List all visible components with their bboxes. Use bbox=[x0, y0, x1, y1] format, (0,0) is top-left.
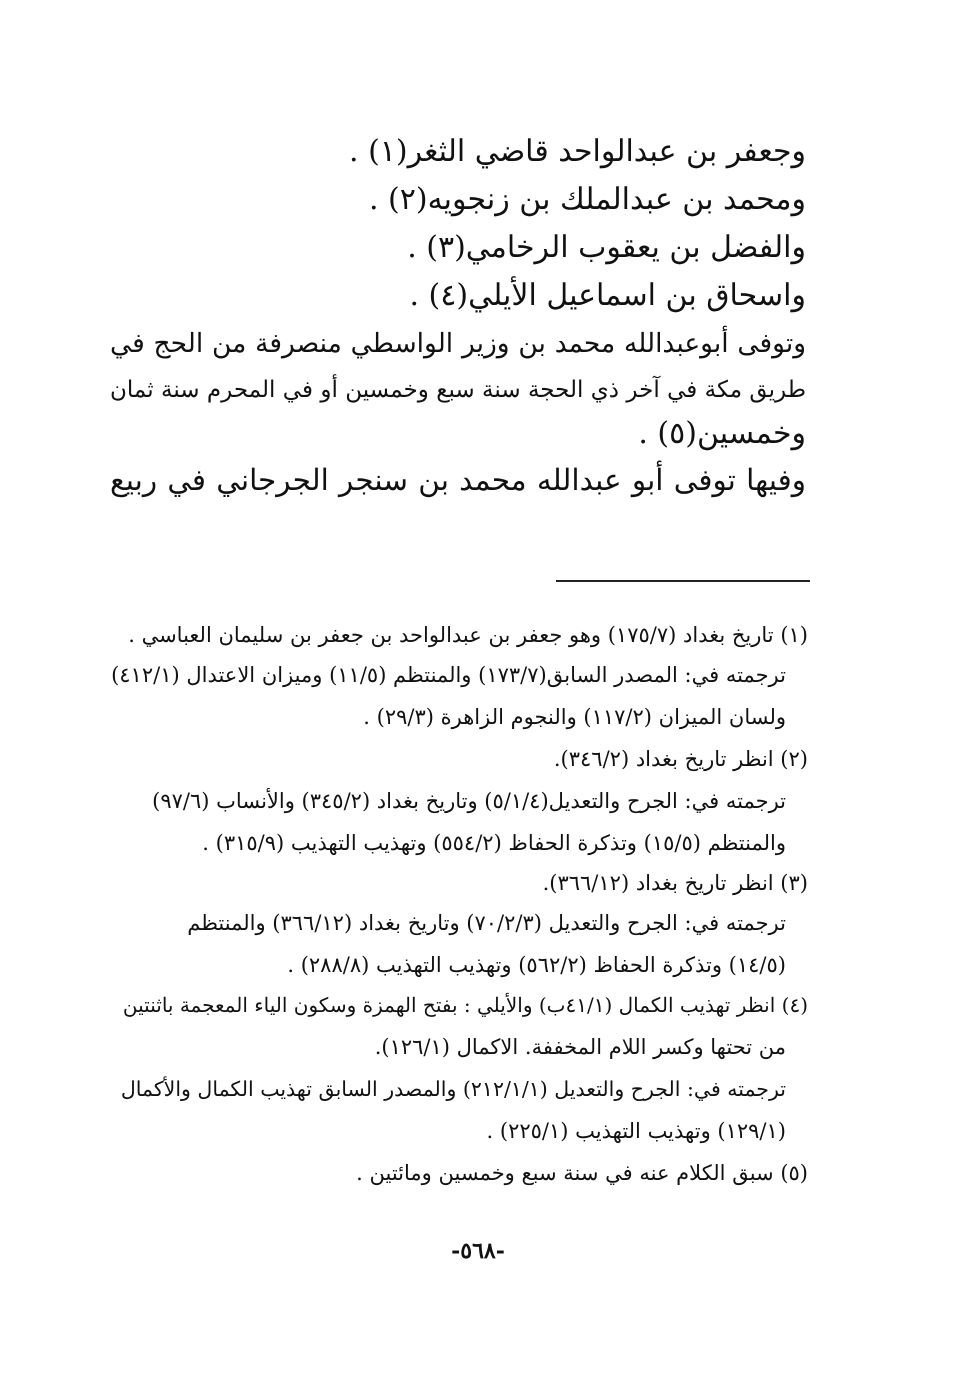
main-text-line: وتوفى أبوعبدالله محمد بن وزير الواسطي منصرفة من الحج في bbox=[110, 328, 806, 359]
footnote-line: والمنتظم (١٥/٥) وتذكرة الحفاظ (٥٥٤/٢) وتهذيب التهذيب (٣١٥/٩) . bbox=[202, 831, 786, 855]
main-text-line: وفيها توفى أبو عبدالله محمد بن سنجر الجرجاني في ربيع bbox=[110, 463, 806, 497]
footnote-line: ولسان الميزان (١١٧/٢) والنجوم الزاهرة (٢٩/٣) . bbox=[363, 705, 786, 729]
footnote-line: ترجمته في: المصدر السابق(١٧٣/٧) والمنتظم (١١/٥) وميزان الاعتدال (٤١٢/١) bbox=[111, 663, 786, 687]
footnote-line: (١٢٩/١) وتهذيب التهذيب (٢٢٥/١) . bbox=[486, 1119, 786, 1143]
footnote-line: (٥) سبق الكلام عنه في سنة سبع وخمسين ومائتين . bbox=[356, 1161, 808, 1185]
footnote-line: (٢) انظر تاريخ بغداد (٣٤٦/٢). bbox=[553, 747, 808, 771]
footnote-line: من تحتها وكسر اللام المخففة. الاكمال (١٢٦/١). bbox=[374, 1035, 786, 1059]
main-text-line: واسحاق بن اسماعيل الأيلي(٤) . bbox=[409, 278, 806, 313]
page-number: -٥٦٨- bbox=[451, 1238, 505, 1264]
footnote-line: ترجمته في: الجرح والتعديل (٢١٢/١/١) والمصدر السابق تهذيب الكمال والأكمال bbox=[120, 1077, 786, 1101]
footnote-line: ترجمته في: الجرح والتعديل(٥/١/٤) وتاريخ بغداد (٣٤٥/٢) والأنساب (٩٧/٦) bbox=[152, 789, 786, 813]
main-text-line: طريق مكة في آخر ذي الحجة سنة سبع وخمسين أو في المحرم سنة ثمان bbox=[110, 377, 806, 403]
main-text-line: والفضل بن يعقوب الرخامي(٣) . bbox=[407, 230, 806, 265]
footnote-separator bbox=[556, 580, 810, 582]
main-text-line: وجعفر بن عبدالواحد قاضي الثغر(١) . bbox=[349, 134, 806, 169]
main-text-line: وخمسين(٥) . bbox=[638, 416, 806, 451]
footnote-line: (١) تاريخ بغداد (١٧٥/٧) وهو جعفر بن عبدالواحد بن جعفر بن سليمان العباسي . bbox=[128, 623, 808, 647]
footnote-line: ترجمته في: الجرح والتعديل (٧٠/٢/٣) وتاريخ بغداد (٣٦٦/١٢) والمنتظم bbox=[187, 911, 786, 935]
footnote-line: (١٤/٥) وتذكرة الحفاظ (٥٦٢/٢) وتهذيب التهذيب (٢٨٨/٨) . bbox=[287, 953, 786, 977]
footnote-line: (٤) انظر تهذيب الكمال (٤١/١ب) والأيلي : بفتح الهمزة وسكون الياء المعجمة باثنتين bbox=[122, 993, 808, 1017]
main-text-line: ومحمد بن عبدالملك بن زنجويه(٢) . bbox=[368, 182, 806, 217]
footnote-line: (٣) انظر تاريخ بغداد (٣٦٦/١٢). bbox=[542, 871, 808, 895]
